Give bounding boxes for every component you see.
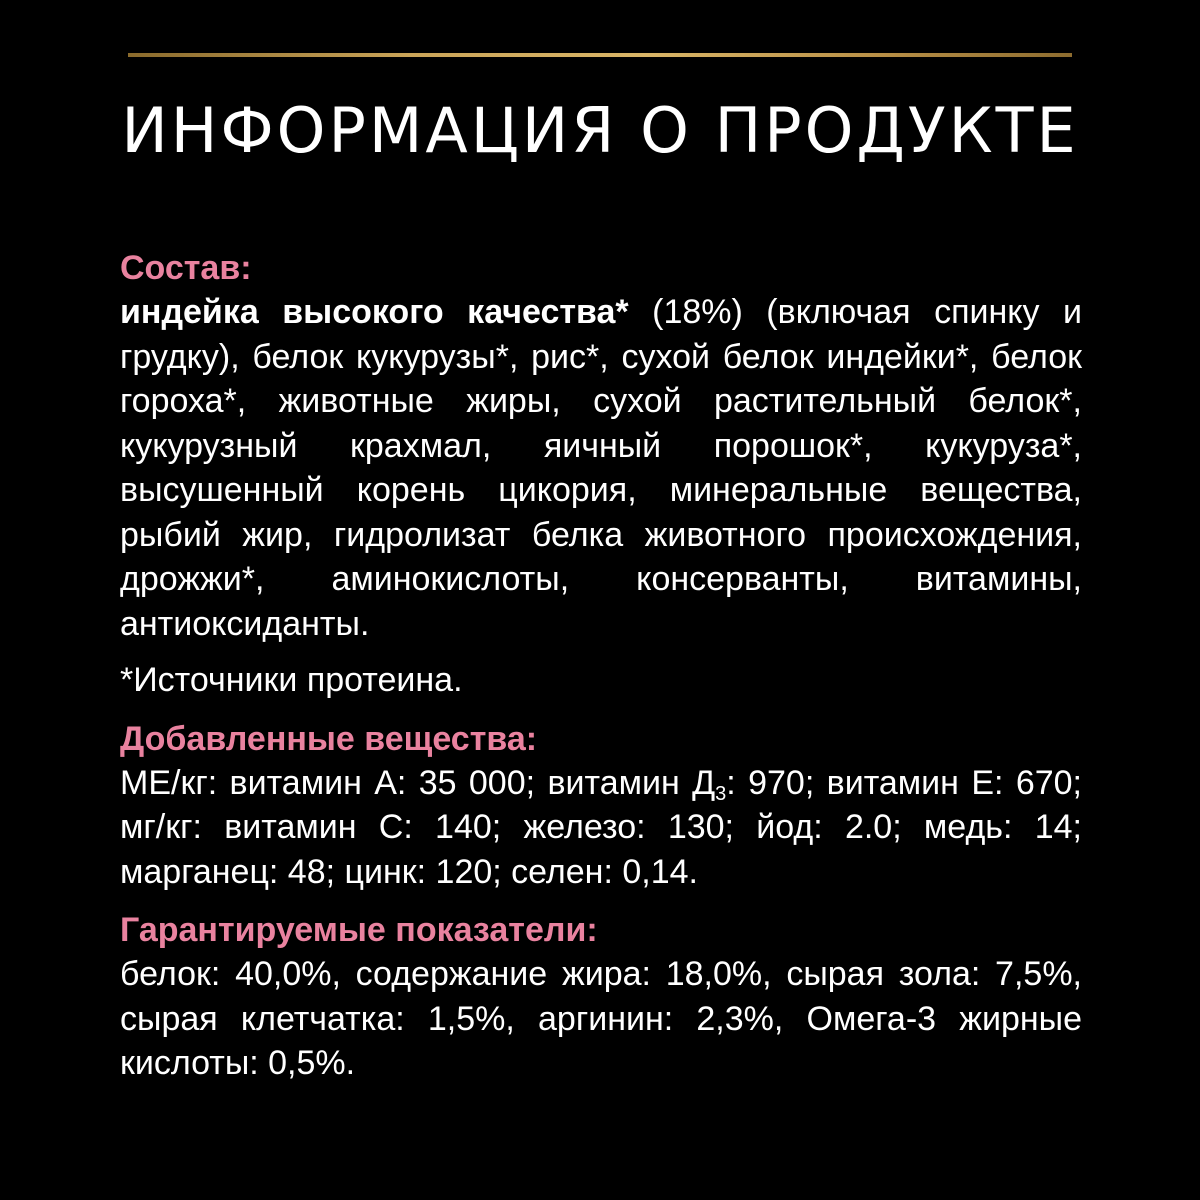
gold-divider	[128, 53, 1072, 57]
composition-heading: Состав:	[120, 249, 252, 287]
page-title: ИНФОРМАЦИЯ О ПРОДУКТЕ	[121, 94, 1079, 167]
composition-footnote: *Источники протеина.	[120, 661, 463, 699]
additives-part1: МЕ/кг: витамин А: 35 000; витамин Д	[120, 763, 716, 802]
additives-part2: : 970; витамин Е: 670; мг/кг: витамин С: 140; железо: 130; йод: 2.0; медь: 14; марганец: 48; цинк: 120; селен: 0,14.	[120, 763, 1082, 891]
additives-text	[120, 761, 1082, 895]
guaranteed-heading: Гарантируемые показатели:	[120, 911, 598, 949]
composition-body: (18%) (включая спинку и грудку), белок кукурузы*, рис*, сухой белок индейки*, белок гороха*, животные жиры, сухой растительный белок*, кукурузный крахмал, яичный порошок*, кукуруза*, высушенный корень цикория, минеральные вещества, рыбий жир, гидролизат белка животного происхождения, дрожжи*, аминокислоты, консерванты, витамины, антиоксиданты.	[120, 293, 1082, 643]
additives-heading: Добавленные вещества:	[120, 719, 538, 758]
guaranteed-text: белок: 40,0%, содержание жира: 18,0%, сырая зола: 7,5%, сырая клетчатка: 1,5%, аргинин: 2,3%, Омега-3 жирные кислоты: 0,5%.	[120, 955, 1082, 1082]
product-info-content	[120, 246, 1082, 1086]
vitamin-d-subscript: 3	[715, 782, 727, 805]
composition-text	[120, 290, 1082, 646]
composition-lead: индейка высокого качества*	[120, 293, 629, 331]
